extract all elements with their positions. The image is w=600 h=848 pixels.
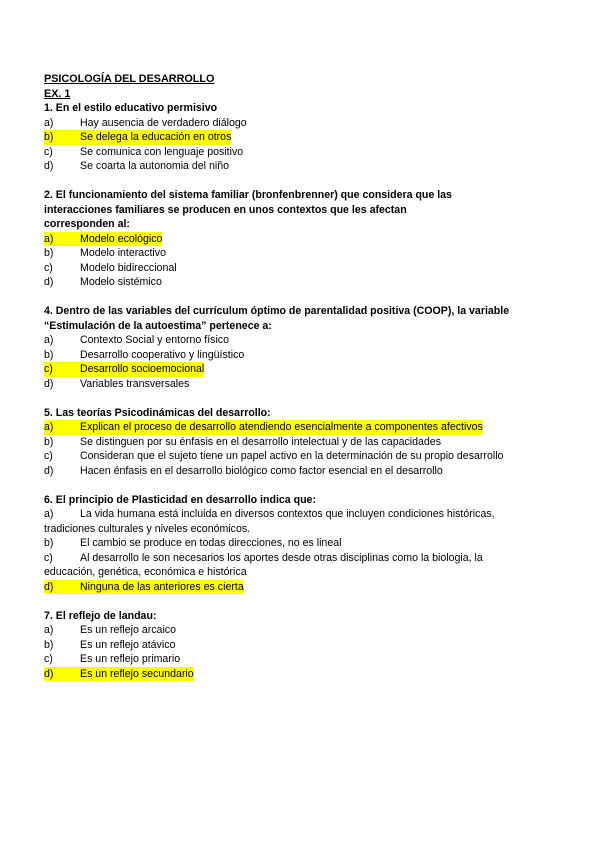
question-1 xyxy=(44,101,556,174)
exam-subtitle: EX. 1 xyxy=(44,87,71,100)
option-c: c) Modelo bidireccional xyxy=(44,261,177,274)
question-text-line: 2. El funcionamiento del sistema familiar (bronfenbrenner) que considera que las xyxy=(44,189,452,201)
question-2 xyxy=(44,188,556,290)
option-a: a) Hay ausencia de verdadero diálogo xyxy=(44,116,247,129)
question-7 xyxy=(44,609,556,682)
question-text: 5. Las teorías Psicodinámicas del desarrollo: xyxy=(44,406,271,419)
option-c: c) Es un reflejo primario xyxy=(44,653,181,665)
question-text-line: “Estimulación de la autoestima” pertenece a: xyxy=(44,319,272,332)
option-d: d) Hacen énfasis en el desarrollo biológico como factor esencial en el desarrollo xyxy=(44,464,443,477)
question-text: 1. En el estilo educativo permisivo xyxy=(44,102,218,114)
option-a: a) Contexto Social y entorno físico xyxy=(44,334,229,346)
question-text-line: interacciones familiares se producen en unos contextos que les afectan xyxy=(44,203,407,216)
option-c: c) Al desarrollo le son necesarios los aportes desde otras disciplinas como la biologia, la xyxy=(44,551,483,564)
option-a: a) Es un reflejo arcaico xyxy=(44,624,176,636)
option-c-continued: educación, genética, económica e histórica xyxy=(44,566,247,578)
option-a-highlighted: a) Explican el proceso de desarrollo atendiendo esencialmente a componentes afectivos xyxy=(44,421,483,433)
option-c: c) Consideran que el sujeto tiene un papel activo en la determinación de su propio desarrollo xyxy=(44,450,504,462)
document-body xyxy=(44,72,556,681)
question-6 xyxy=(44,493,556,595)
document-title: PSICOLOGÍA DEL DESARROLLO xyxy=(44,73,215,85)
option-a: a) La vida humana está incluida en diversos contextos que incluyen condiciones históricas, xyxy=(44,508,495,520)
option-b: b) Desarrollo cooperativo y lingüístico xyxy=(44,348,245,361)
option-d: d) Variables transversales xyxy=(44,377,190,390)
option-b: b) El cambio se produce en todas direcciones, no es lineal xyxy=(44,537,342,549)
option-d-highlighted: d) Es un reflejo secundario xyxy=(44,667,194,680)
option-c: c) Se comunica con lenguaje positivo xyxy=(44,145,244,158)
option-d: d) Modelo sistémico xyxy=(44,276,162,288)
option-d-highlighted: d) Ninguna de las anteriores es cierta xyxy=(44,580,244,593)
option-a-continued: tradiciones culturales y niveles económicos. xyxy=(44,522,251,535)
question-text: 6. El principio de Plasticidad en desarrollo indica que: xyxy=(44,493,316,506)
question-4 xyxy=(44,304,556,391)
option-b: b) Se distinguen por su énfasis en el desarrollo intelectual y de las capacidades xyxy=(44,435,441,448)
question-text-line: 4. Dentro de las variables del currículum óptimo de parentalidad positiva (COOP), la variable xyxy=(44,305,510,317)
question-text: 7. El reflejo de landau: xyxy=(44,609,157,622)
question-text-line: corresponden al: xyxy=(44,218,130,230)
option-a-highlighted: a) Modelo ecológico xyxy=(44,232,163,245)
option-b-highlighted: b) Se delega la educación en otros xyxy=(44,131,232,143)
option-b: b) Modelo interactivo xyxy=(44,247,166,259)
option-d: d) Se coarta la autonomia del niño xyxy=(44,160,230,172)
option-c-highlighted: c) Desarrollo socioemocional xyxy=(44,363,205,375)
question-5 xyxy=(44,406,556,479)
option-b: b) Es un reflejo atávico xyxy=(44,638,176,651)
